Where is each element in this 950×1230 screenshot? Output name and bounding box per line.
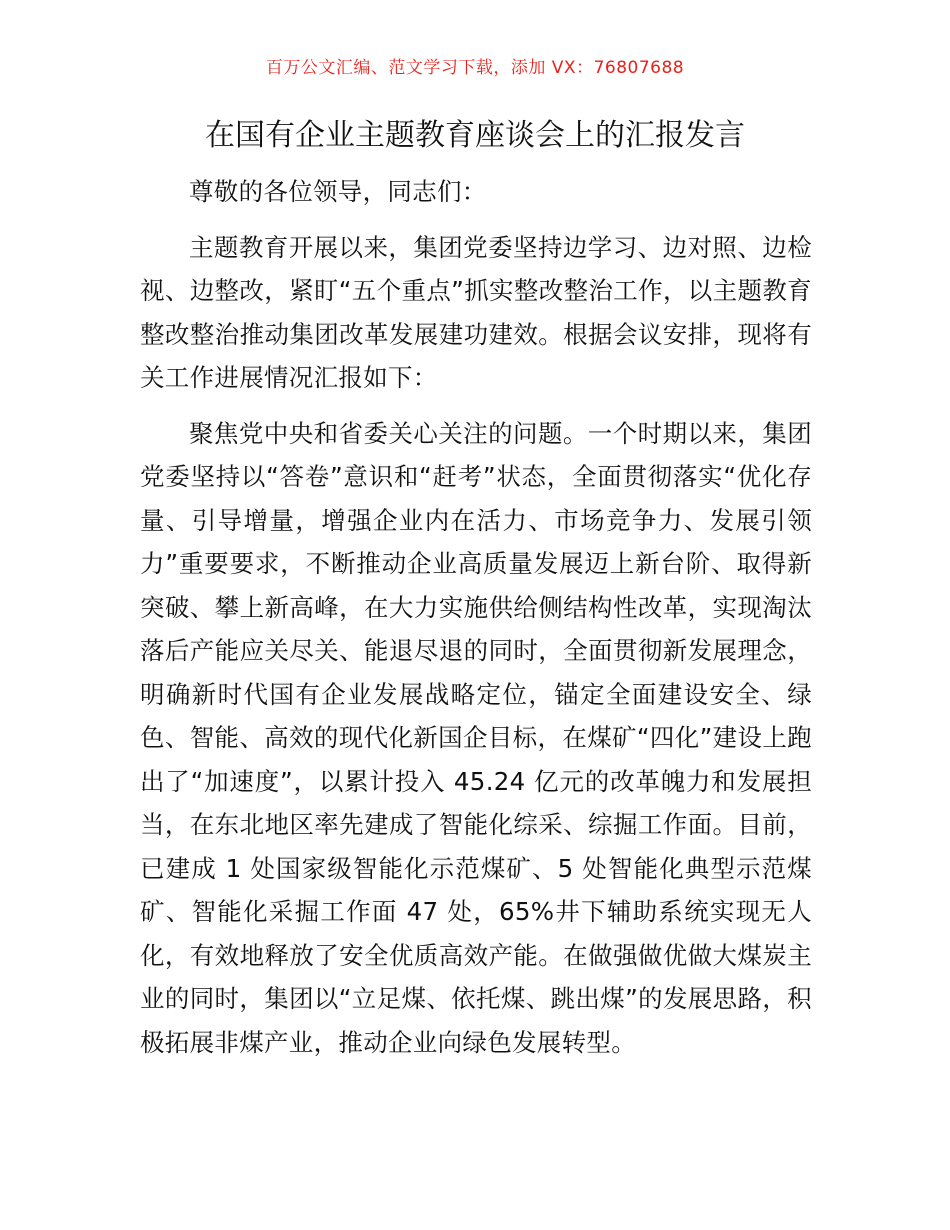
salutation: 尊敬的各位领导，同志们： [189,177,487,206]
document-body [140,170,812,1064]
paragraph-focus-issues: 聚焦党中央和省委关心关注的问题。一个时期以来，集团党委坚持以“答卷”意识和“赶考”状态，全面贯彻落实“优化存量、引导增量，增强企业内在活力、市场竞争力、发展引领力”重要要求，不断推动企业高质量发展迈上新台阶、取得新突破、攀上新高峰，在大力实施供给侧结构性改革，实现淘汰落后产能应关尽关、能退尽退的同时，全面贯彻新发展理念，明确新时代国有企业发展战略定位，锚定全面建设安全、绿色、智能、高效的现代化新国企目标，在煤矿“四化”建设上跑出了“加速度”，以累计投入 45.24 亿元的改革魄力和发展担当，在东北地区率先建成了智能化综采、综掘工作面。目前，已建成 1 处国家级智能化示范煤矿、5 处智能化典型示范煤矿、智能化采掘工作面 47 处，65%井下辅助系统实现无人化，有效地释放了安全优质高效产能。在做强做优做大煤炭主业的同时，集团以“立足煤、依托煤、跳出煤”的发展思路，积极拓展非煤产业，推动企业向绿色发展转型。 [140,418,812,1057]
paragraph-intro: 主题教育开展以来，集团党委坚持边学习、边对照、边检视、边整改，紧盯“五个重点”抓实整改整治工作，以主题教育整改整治推动集团改革发展建功建效。根据会议安排，现将有关工作进展情况汇报如下： [140,232,812,392]
header-watermark-note: 百万公文汇编、范文学习下载，添加 VX：76807688 [265,58,685,78]
document-title: 在国有企业主题教育座谈会上的汇报发言 [205,118,745,153]
